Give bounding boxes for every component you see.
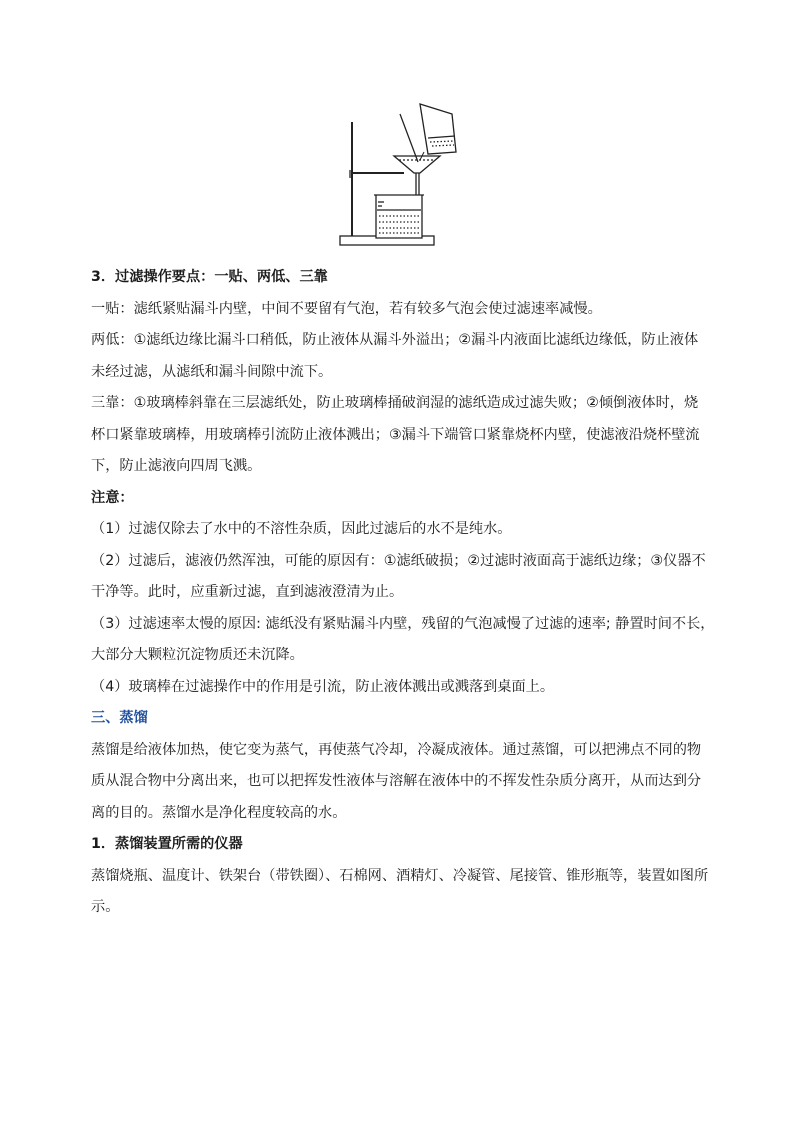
instruments-line-1: 蒸馏烧瓶、温度计、铁架台（带铁圈）、石棉网、酒精灯、冷凝管、尾接管、锥形瓶等，装置如图所 [91,867,709,884]
distillation-line-1: 蒸馏是给液体加热，使它变为蒸气，再使蒸气冷却，冷凝成液体。通过蒸馏，可以把沸点不同的物 [91,741,702,758]
note-1: （1）过滤仅除去了水中的不溶性杂质，因此过滤后的水不是纯水。 [91,521,512,537]
sankao-line-1: 三靠：①玻璃棒斜靠在三层滤纸处，防止玻璃棒捅破润湿的滤纸造成过滤失败；②倾倒液体时，烧 [91,395,699,411]
filtration-apparatus-figure [336,100,468,250]
sankao-line-3: 下，防止滤液向四周飞溅。 [91,458,262,474]
note-2-line-1: （2）过滤后，滤液仍然浑浊，可能的原因有：①滤纸破损；②过滤时液面高于滤纸边缘；③仪器不 [91,552,706,569]
note-2-line-2: 干净等。此时，应重新过滤，直到滤液澄清为止。 [91,584,404,600]
distillation-instruments-heading: 1．蒸馏装置所需的仪器 [91,836,243,852]
distillation-line-2: 质从混合物中分离出来，也可以把挥发性液体与溶解在液体中的不挥发性杂质分离开，从而达到分 [91,773,702,789]
note-heading: 注意： [91,489,134,506]
filtration-points-heading: 3．过滤操作要点：一贴、两低、三靠 [91,269,328,285]
sankao-line-2: 杯口紧靠玻璃棒，用玻璃棒引流防止液体溅出；③漏斗下端管口紧靠烧杯内壁，使滤液沿烧杯壁流 [91,426,700,443]
note-3-line-1: （3）过滤速率太慢的原因: 滤纸没有紧贴漏斗内壁，残留的气泡减慢了过滤的速率; 静置时间不长， [91,615,715,632]
note-3-line-2: 大部分大颗粒沉淀物质还未沉降。 [91,647,304,663]
liangdi-line-1: 两低：①滤纸边缘比漏斗口稍低，防止液体从漏斗外溢出；②漏斗内液面比滤纸边缘低，防止液体 [91,332,699,348]
distillation-section-title: 三、蒸馏 [91,710,148,726]
liangdi-line-2: 未经过滤，从滤纸和漏斗间隙中流下。 [91,363,333,380]
instruments-line-2: 示。 [91,899,120,915]
note-4: （4）玻璃棒在过滤操作中的作用是引流，防止液体溅出或溅落到桌面上。 [91,678,555,695]
main-content [91,262,715,924]
yitie-paragraph: 一贴：滤纸紧贴漏斗内壁，中间不要留有气泡，若有较多气泡会使过滤速率减慢。 [91,300,602,317]
filtration-apparatus-drawing [336,100,468,250]
distillation-line-3: 离的目的。蒸馏水是净化程度较高的水。 [91,804,347,821]
